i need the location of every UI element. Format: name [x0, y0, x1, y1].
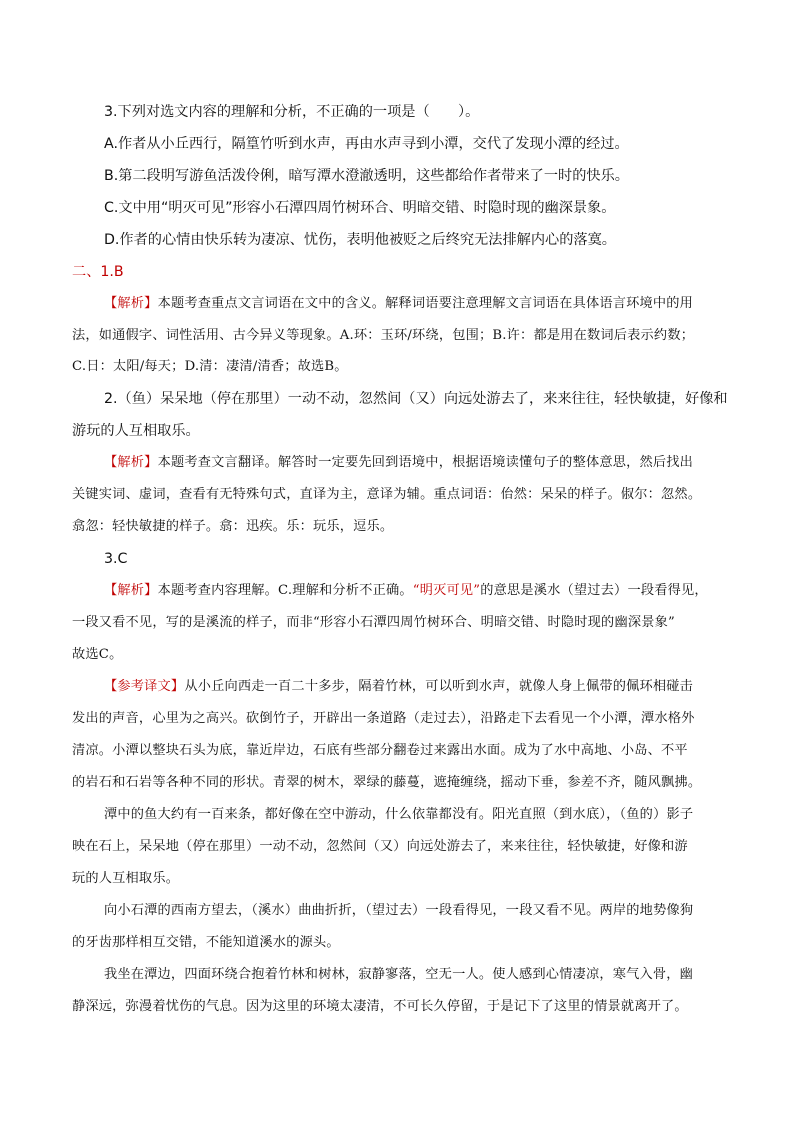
analysis-text: 本题考查内容理解。C.理解和分析不正确。 — [157, 583, 413, 598]
option-b: B.第二段明写游鱼活泼伶俐，暗写潭水澄澈透明，这些都给作者带来了一时的快乐。 — [104, 168, 629, 184]
option-d: D.作者的心情由快乐转为凄凉、忧伤，表明他被贬之后终究无法排解内心的落寞。 — [104, 232, 616, 248]
answer-2-line-2: 游玩的人互相取乐。 — [72, 423, 200, 439]
analysis-text: 的意思是溪水（望过去）一段看得见， — [480, 583, 708, 598]
answer-1-heading: 二、1.B — [72, 264, 124, 280]
analysis-2-line-3: 翕忽：轻快敏捷的样子。翕：迅疾。乐：玩乐，逗乐。 — [72, 519, 394, 534]
translation-p4-line-1: 我坐在潭边，四面环绕合抱着竹林和树林，寂静寥落，空无一人。使人感到心情凄凉，寒气入骨，幽 — [104, 967, 694, 982]
answer-3-heading: 3.C — [104, 551, 128, 567]
analysis-2-line-1 — [104, 455, 693, 471]
analysis-1-line-1 — [104, 296, 693, 312]
translation-p1-line-1 — [104, 679, 693, 695]
translation-p3-line-1: 向小石潭的西南方望去，（溪水）曲曲折折，（望过去）一段看得见，一段又看不见。两岸的地势像狗 — [104, 903, 694, 918]
analysis-1-line-3: C.日：太阳/每天；D.清：凄清/清香；故选B。 — [72, 359, 348, 374]
translation-text: 从小丘向西走一百二十多步，隔着竹林，可以听到水声，就像人身上佩带的佩环相碰击 — [184, 679, 694, 694]
translation-p3-line-2: 的牙齿那样相互交错，不能知道溪水的源头。 — [72, 935, 340, 950]
analysis-3-line-2: 一段又看不见，写的是溪流的样子，而非“形容小石潭四周竹树环合、明暗交错、时隐时现的幽深景象” — [72, 615, 675, 630]
analysis-2-line-2: 关键实词、虚词，查看有无特殊句式，直译为主，意译为辅。重点词语：佁然：呆呆的样子。俶尔：忽然。 — [72, 487, 702, 502]
analysis-3-line-1 — [104, 583, 708, 599]
question-3-stem: 3.下列对选文内容的理解和分析，不正确的一项是（ ）。 — [104, 104, 480, 120]
option-c: C.文中用“明灭可见”形容小石潭四周竹树环合、明暗交错、时隐时现的幽深景象。 — [104, 200, 616, 216]
translation-p1-line-3: 清凉。小潭以整块石头为底，靠近岸边，石底有些部分翻卷过来露出水面。成为了水中高地、小岛、不平 — [72, 743, 688, 758]
translation-p1-line-4: 的岩石和石岩等各种不同的形状。青翠的树木，翠绿的藤蔓，遮掩缠绕，摇动下垂，参差不齐，随风飘拂。 — [72, 775, 702, 790]
answer-2-line-1: 2.（鱼）呆呆地（停在那里）一动不动，忽然间（又）向远处游去了，来来往往，轻快敏捷，好像和 — [104, 391, 728, 407]
analysis-tag: 【解析】 — [104, 583, 158, 598]
translation-p4-line-2: 静深远，弥漫着忧伤的气息。因为这里的环境太凄清，不可长久停留，于是记下了这里的情景就离开了。 — [72, 999, 688, 1014]
translation-p2-line-2: 映在石上，呆呆地（停在那里）一动不动，忽然间（又）向远处游去了，来来往往，轻快敏捷，好像和游 — [72, 839, 688, 854]
translation-tag: 【参考译文】 — [104, 679, 185, 694]
translation-p2-line-1: 潭中的鱼大约有一百来条，都好像在空中游动，什么依靠都没有。阳光直照（到水底），（鱼的）影子 — [104, 807, 694, 822]
analysis-text: 本题考查重点文言词语在文中的含义。解释词语要注意理解文言词语在具体语言环境中的用 — [157, 296, 694, 311]
option-a: A.作者从小丘西行，隔篁竹听到水声，再由水声寻到小潭，交代了发现小潭的经过。 — [104, 136, 629, 152]
analysis-tag: 【解析】 — [104, 296, 158, 311]
analysis-text: 本题考查文言翻译。解答时一定要先回到语境中，根据语境读懂句子的整体意思，然后找出 — [157, 455, 694, 470]
analysis-1-line-2: 法，如通假字、词性活用、古今异义等现象。A.环：玉环/环绕，包围；B.许：都是用在数词后表示约数； — [72, 328, 695, 343]
analysis-tag: 【解析】 — [104, 455, 158, 470]
translation-p2-line-3: 玩的人互相取乐。 — [72, 871, 180, 886]
analysis-3-line-3: 故选C。 — [72, 647, 123, 662]
quoted-phrase: “明灭可见” — [412, 583, 481, 598]
translation-p1-line-2: 发出的声音，心里为之高兴。砍倒竹子，开辟出一条道路（走过去），沿路走下去看见一个小潭，潭水格外 — [72, 711, 695, 726]
